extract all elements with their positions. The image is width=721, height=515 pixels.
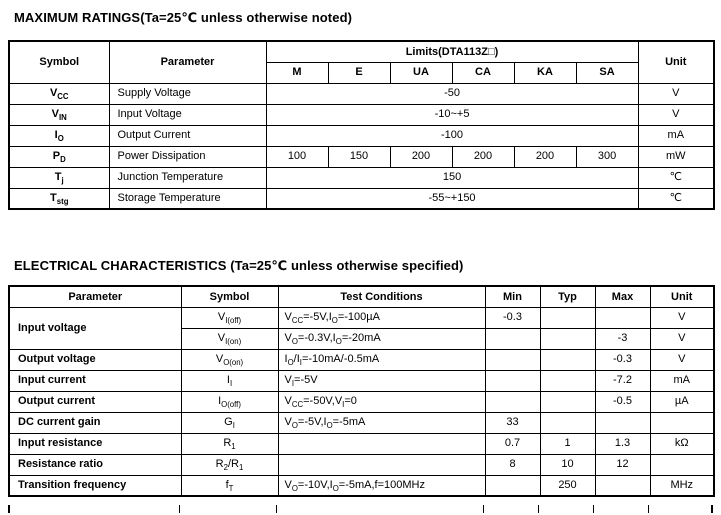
unit-cell: mA [638,125,714,146]
column-line [483,505,484,513]
min-cell: 0.7 [485,433,540,454]
limit-column-header: E [328,62,390,83]
symbol-cell: $I_O$ [9,125,109,146]
min-cell: -0.3 [485,307,540,328]
max-cell: -7.2 [595,370,650,391]
table-row [9,125,714,146]
table-row [9,307,714,328]
parameter-cell: Storage Temperature [109,188,266,209]
column-line [8,505,10,513]
unit-cell [650,412,714,433]
max-cell [595,412,650,433]
unit-header: Unit [638,41,714,83]
typ-cell [540,307,595,328]
symbol-cell: $R_2/R_1$ [181,454,278,475]
symbol-cell: $P_D$ [9,146,109,167]
limit-column-header: CA [452,62,514,83]
max-cell: -0.5 [595,391,650,412]
limit-cell: 150 [328,146,390,167]
min-cell [485,370,540,391]
symbol-cell: $T_{stg}$ [9,188,109,209]
test-conditions-cell: $I_O/I_I=-10mA/-0.5mA$ [278,349,485,370]
parameter-cell: Input Voltage [109,104,266,125]
unit-cell: V [650,307,714,328]
min-cell [485,391,540,412]
table-row [9,349,714,370]
parameter-cell: DC current gain [9,412,181,433]
max-cell: -3 [595,328,650,349]
test-conditions-cell: $V_I=-5V$ [278,370,485,391]
parameter-cell: Resistance ratio [9,454,181,475]
symbol-header: Symbol [9,41,109,83]
typ-cell [540,349,595,370]
parameter-cell: Supply Voltage [109,83,266,104]
typ-cell: 10 [540,454,595,475]
typ-cell [540,391,595,412]
symbol-cell: $V_{I(on)}$ [181,328,278,349]
unit-cell [650,454,714,475]
test-conditions-cell [278,433,485,454]
parameter-cell: Transition frequency [9,475,181,496]
limit-cell: -50 [266,83,638,104]
min-cell: 33 [485,412,540,433]
typ-cell: 250 [540,475,595,496]
unit-cell: mA [650,370,714,391]
typ-cell [540,370,595,391]
table-header-row [9,286,714,307]
unit-cell: ℃ [638,167,714,188]
column-line [711,505,713,513]
column-line [593,505,594,513]
unit-header: Unit [650,286,714,307]
parameter-cell: Input voltage [9,307,181,349]
test-conditions-header: Test Conditions [278,286,485,307]
test-conditions-cell: $V_O=-5V,I_O=-5mA$ [278,412,485,433]
limit-column-header: M [266,62,328,83]
unit-cell: µA [650,391,714,412]
unit-cell: kΩ [650,433,714,454]
column-line [179,505,180,513]
symbol-cell: $I_{O(off)}$ [181,391,278,412]
maximum-ratings-title: MAXIMUM RATINGS(Ta=25℃ unless otherwise noted) [14,10,353,25]
parameter-cell: Output current [9,391,181,412]
max-header: Max [595,286,650,307]
limit-cell: -10~+5 [266,104,638,125]
max-cell [595,307,650,328]
limit-cell: -55~+150 [266,188,638,209]
test-conditions-cell: $V_{CC}=-50V,V_I=0$ [278,391,485,412]
max-cell [595,475,650,496]
limit-column-header: KA [514,62,576,83]
electrical-characteristics-table [8,285,715,497]
table-row [9,412,714,433]
limit-cell: 150 [266,167,638,188]
parameter-header: Parameter [9,286,181,307]
symbol-cell: $f_T$ [181,475,278,496]
limit-cell: 200 [390,146,452,167]
test-conditions-cell: $V_O=-10V,I_O=-5mA,f=100MHz$ [278,475,485,496]
max-cell: 12 [595,454,650,475]
symbol-cell: $I_I$ [181,370,278,391]
table-row [9,370,714,391]
min-cell [485,349,540,370]
unit-cell: V [638,83,714,104]
limit-column-header: SA [576,62,638,83]
column-line [276,505,277,513]
symbol-cell: $T_j$ [9,167,109,188]
table-row [9,188,714,209]
column-line [648,505,649,513]
parameter-header: Parameter [109,41,266,83]
symbol-header: Symbol [181,286,278,307]
typ-cell: 1 [540,433,595,454]
limit-column-header: UA [390,62,452,83]
unit-cell: MHz [650,475,714,496]
unit-cell: V [638,104,714,125]
symbol-cell: $G_I$ [181,412,278,433]
table-row [9,475,714,496]
symbol-cell: $V_{O(on)}$ [181,349,278,370]
unit-cell: mW [638,146,714,167]
table-row [9,104,714,125]
parameter-cell: Junction Temperature [109,167,266,188]
electrical-characteristics-title: ELECTRICAL CHARACTERISTICS (Ta=25℃ unless otherwise specified) [14,258,464,273]
parameter-cell: Power Dissipation [109,146,266,167]
limit-cell: 100 [266,146,328,167]
limit-cell: 200 [452,146,514,167]
typ-cell [540,328,595,349]
max-cell: 1.3 [595,433,650,454]
table-header-row [9,41,714,62]
maximum-ratings-table [8,40,715,210]
symbol-cell: $V_{CC}$ [9,83,109,104]
table-row [9,454,714,475]
min-cell [485,475,540,496]
parameter-cell: Output Current [109,125,266,146]
test-conditions-cell [278,454,485,475]
min-cell [485,328,540,349]
symbol-cell: $V_{IN}$ [9,104,109,125]
table-continuation-stub [8,505,713,513]
unit-cell: ℃ [638,188,714,209]
symbol-cell: $R_1$ [181,433,278,454]
unit-cell: V [650,328,714,349]
unit-cell: V [650,349,714,370]
parameter-cell: Input resistance [9,433,181,454]
test-conditions-cell: $V_O=-0.3V,I_O=-20mA$ [278,328,485,349]
column-line [538,505,539,513]
limits-group-header: Limits(DTA113Z□) [266,41,638,62]
test-conditions-cell: $V_{CC}=-5V,I_O=-100\mu A$ [278,307,485,328]
table-row [9,433,714,454]
table-row [9,391,714,412]
limit-cell: 300 [576,146,638,167]
parameter-cell: Output voltage [9,349,181,370]
table-row [9,83,714,104]
symbol-cell: $V_{I(off)}$ [181,307,278,328]
typ-header: Typ [540,286,595,307]
min-header: Min [485,286,540,307]
max-cell: -0.3 [595,349,650,370]
min-cell: 8 [485,454,540,475]
limit-cell: 200 [514,146,576,167]
parameter-cell: Input current [9,370,181,391]
table-row [9,167,714,188]
typ-cell [540,412,595,433]
limit-cell: -100 [266,125,638,146]
table-row [9,146,714,167]
